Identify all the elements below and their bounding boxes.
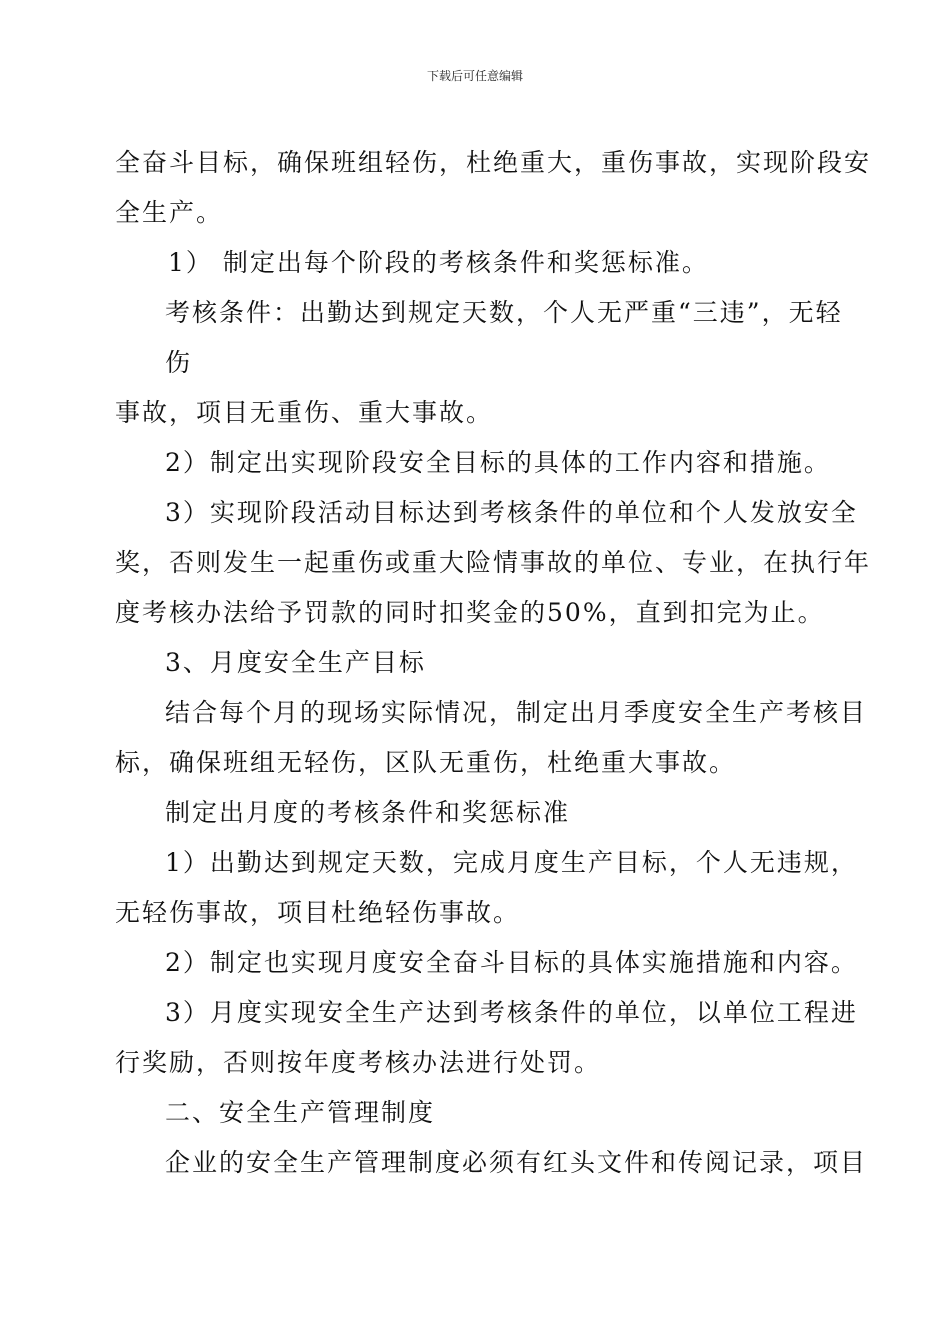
text-line: 伤 — [165, 348, 193, 377]
text-line: 2）制定出实现阶段安全目标的具体的工作内容和措施。 — [165, 448, 831, 477]
text-line: 无轻伤事故，项目杜绝轻伤事故。 — [115, 898, 521, 927]
text-line: 考核条件：出勤达到规定天数，个人无严重“三违”，无轻 — [165, 298, 843, 327]
text-line: 3）月度实现安全生产达到考核条件的单位，以单位工程进 — [165, 998, 858, 1027]
text-line: 1）出勤达到规定天数，完成月度生产目标，个人无违规， — [165, 848, 858, 877]
text-line: 奖，否则发生一起重伤或重大险情事故的单位、专业，在执行年 — [115, 548, 872, 577]
text-line: 标，确保班组无轻伤，区队无重伤，杜绝重大事故。 — [115, 748, 737, 777]
text-line: 全奋斗目标，确保班组轻伤，杜绝重大，重伤事故，实现阶段安 — [115, 148, 872, 177]
text-line: 度考核办法给予罚款的同时扣奖金的50%，直到扣完为止。 — [115, 598, 825, 627]
text-line: 3、月度安全生产目标 — [165, 648, 426, 677]
text-line: 3）实现阶段活动目标达到考核条件的单位和个人发放安全 — [165, 498, 858, 527]
text-line: 制定出月度的考核条件和奖惩标准 — [165, 798, 571, 827]
text-line: 2）制定也实现月度安全奋斗目标的具体实施措施和内容。 — [165, 948, 858, 977]
text-line: 行奖励，否则按年度考核办法进行处罚。 — [115, 1048, 602, 1077]
text-line: 结合每个月的现场实际情况，制定出月季度安全生产考核目 — [165, 698, 868, 727]
text-line: 二、安全生产管理制度 — [165, 1098, 436, 1127]
text-line: 企业的安全生产管理制度必须有红头文件和传阅记录，项目 — [165, 1148, 868, 1177]
text-line: 1） 制定出每个阶段的考核条件和奖惩标准。 — [168, 248, 709, 277]
page-header: 下载后可任意编辑 — [426, 69, 523, 83]
text-line: 事故，项目无重伤、重大事故。 — [115, 398, 494, 427]
text-line: 全生产。 — [115, 198, 224, 227]
